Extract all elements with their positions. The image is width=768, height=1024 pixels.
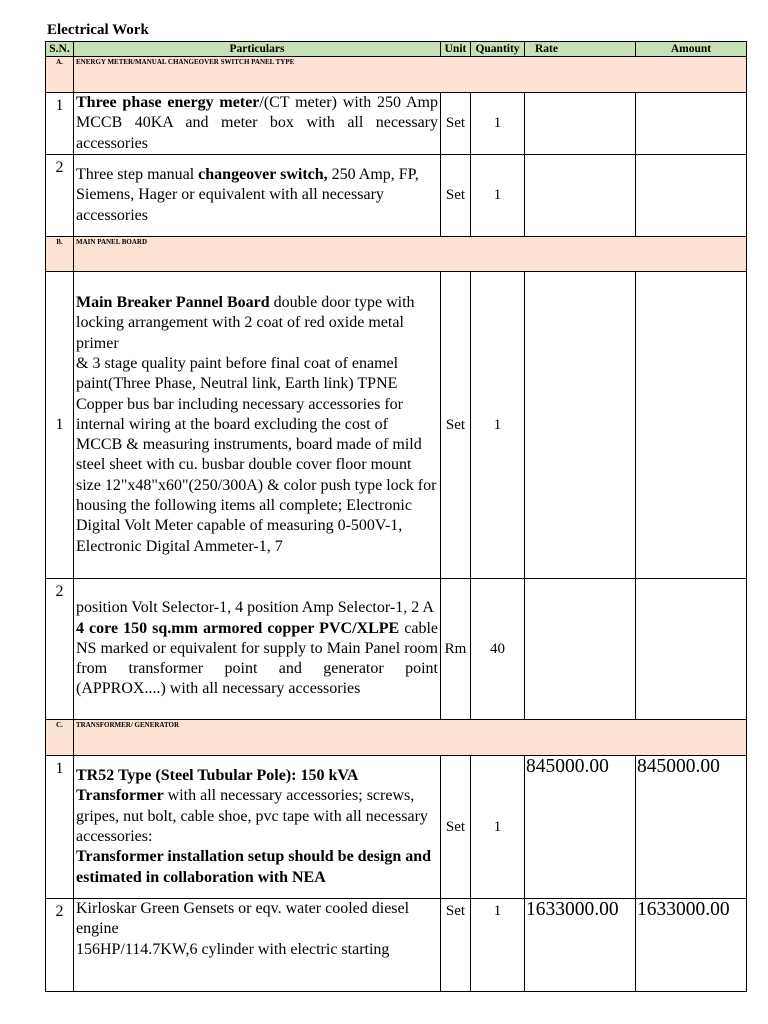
section-title: MAIN PANEL BOARD (74, 237, 747, 272)
bold-text-segment: Three phase energy meter (76, 94, 260, 112)
header-rate: Rate (525, 42, 636, 57)
item-quantity: 1 (471, 756, 525, 899)
section-title: TRANSFORMER/ GENERATOR (74, 720, 747, 756)
item-rate (525, 579, 636, 720)
section-row (46, 237, 747, 272)
section-sn: C. (46, 720, 74, 756)
bold-text-segment: Main Breaker Pannel Board (76, 294, 270, 312)
section-sn: A. (46, 57, 74, 93)
bold-text-segment: TR52 Type (Steel Tubular Pole): 150 kVA Transformer (76, 767, 358, 805)
section-sn: B. (46, 237, 74, 272)
table-row (46, 155, 747, 237)
header-row (46, 42, 747, 57)
item-quantity: 1 (471, 93, 525, 155)
text-segment: Three step manual (76, 166, 199, 184)
item-sn: 2 (46, 579, 74, 720)
header-unit: Unit (441, 42, 471, 57)
header-quantity: Quantity (471, 42, 525, 57)
item-particulars (74, 899, 441, 992)
item-particulars (74, 272, 441, 579)
item-quantity: 1 (471, 899, 525, 992)
header-particulars: Particulars (74, 42, 441, 57)
item-sn: 2 (46, 899, 74, 992)
item-amount (636, 155, 747, 237)
item-sn: 1 (46, 756, 74, 899)
item-particulars (74, 579, 441, 720)
table-row (46, 756, 747, 899)
text-segment: /(CT meter) with 250 Amp MCCB 40KA and meter box with all necessary accessories (76, 94, 439, 152)
table-row (46, 272, 747, 579)
bill-of-quantities-table (45, 41, 747, 992)
item-sn: 1 (46, 272, 74, 579)
item-particulars (74, 93, 441, 155)
item-rate (525, 155, 636, 237)
item-unit: Set (441, 272, 471, 579)
item-amount: 1633000.00 (636, 899, 747, 992)
item-unit: Set (441, 155, 471, 237)
text-segment: position Volt Selector-1, 4 position Amp Selector-1, 2 A (76, 599, 434, 617)
item-amount (636, 272, 747, 579)
table-row (46, 899, 747, 992)
bold-text-segment: changeover switch, (198, 166, 328, 184)
item-unit: Set (441, 93, 471, 155)
item-amount (636, 93, 747, 155)
text-segment: 250 Amp, FP, Siemens, Hager or equivalent with all necessary accessories (76, 166, 419, 224)
item-quantity: 1 (471, 155, 525, 237)
item-rate: 845000.00 (525, 756, 636, 899)
item-unit: Rm (441, 579, 471, 720)
section-title: ENERGY METER/MANUAL CHANGEOVER SWITCH PANEL TYPE (74, 57, 747, 93)
item-particulars (74, 756, 441, 899)
section-row (46, 720, 747, 756)
item-particulars (74, 155, 441, 237)
text-segment: cable NS marked or equivalent for supply to Main Panel room from transformer point and generator point (APPROX....) with all necessary accessories (76, 619, 438, 698)
item-unit: Set (441, 756, 471, 899)
item-amount: 845000.00 (636, 756, 747, 899)
bold-text-segment: 4 core 150 sq.mm armored copper PVC/XLPE (76, 619, 400, 637)
item-rate (525, 272, 636, 579)
bold-text-segment: Transformer installation setup should be design and estimated in collaboration with NEA (76, 848, 432, 886)
document-title: Electrical Work (47, 22, 149, 38)
header-sn: S.N. (46, 42, 74, 57)
item-quantity: 40 (471, 579, 525, 720)
table-row (46, 579, 747, 720)
text-segment: double door type with locking arrangement with 2 coat of red oxide metal primer & 3 stage quality paint before final coat of enamel paint(Three Phase, Neutral link, Earth link) TPNE Copper bus bar including necessary accessories for internal wiring at the board excluding the cost of MCCB & measuring instruments, board made of mild steel sheet with cu. busbar double cover floor mount size 12"x48"x60"(250/300A) & color push type lock for housing the following items all complete; Electronic Digital Volt Meter capable of measuring 0-500V-1, Electronic Digital Ammeter-1, 7 (76, 294, 437, 555)
item-sn: 2 (46, 155, 74, 237)
item-sn: 1 (46, 93, 74, 155)
text-segment: with all necessary accessories; screws, gripes, nut bolt, cable shoe, pvc tape with all necessary accessories: (76, 787, 428, 845)
header-amount: Amount (636, 42, 747, 57)
item-rate: 1633000.00 (525, 899, 636, 992)
item-rate (525, 93, 636, 155)
item-quantity: 1 (471, 272, 525, 579)
text-segment: Kirloskar Green Gensets or eqv. water cooled diesel engine 156HP/114.7KW,6 cylinder with electric starting (76, 900, 410, 958)
item-amount (636, 579, 747, 720)
item-unit: Set (441, 899, 471, 992)
section-row (46, 57, 747, 93)
table-row (46, 93, 747, 155)
